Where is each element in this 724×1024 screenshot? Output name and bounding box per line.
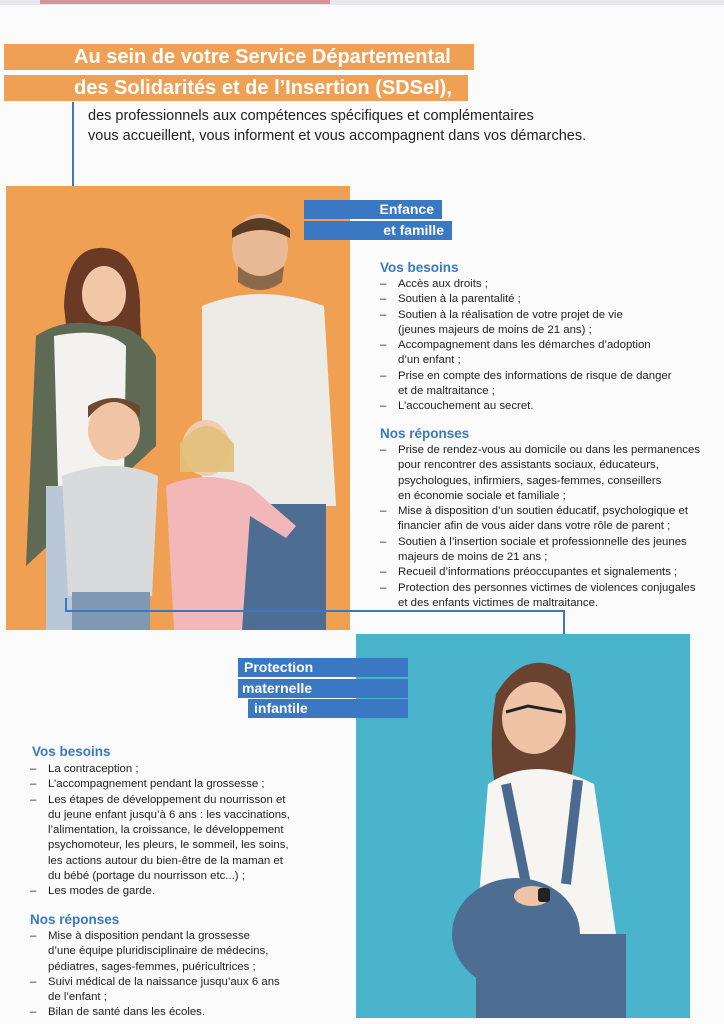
list-item-line: majeurs de moins de 21 ans ; — [398, 551, 548, 564]
list-item-line: – Soutien à la réalisation de votre projet de vie — [398, 308, 623, 321]
list-item-line: – Prise en compte des informations de risque de danger — [398, 369, 672, 382]
pmi-besoins-list — [28, 762, 328, 900]
list-item-line: psychomoteur, les pleurs, le sommeil, les soins, — [48, 839, 289, 852]
list-item-line: – La contraception ; — [48, 763, 139, 775]
list-item — [378, 443, 708, 504]
list-item-line: psychologues, infirmiers, sages-femmes, conseillers — [398, 474, 662, 487]
list-item-line: d’un enfant ; — [398, 354, 461, 367]
list-item-line: – L’accompagnement pendant la grossesse ; — [48, 778, 265, 791]
tag-et-famille: et famille — [304, 221, 452, 240]
tag-protection: Protection — [238, 658, 408, 677]
list-item-line: financier afin de vous aider dans votre rôle de parent ; — [398, 520, 671, 533]
list-item — [378, 565, 708, 580]
headline-line-2: des Solidarités et de l’Insertion (SDSeI), — [4, 75, 468, 101]
list-item-line: (jeunes majeurs de moins de 21 ans) ; — [398, 323, 592, 336]
intro-line-1: des professionnels aux compétences spécifiques et complémentaires — [88, 108, 534, 124]
list-item — [28, 793, 328, 885]
connector-line-top — [72, 102, 74, 198]
list-item — [28, 975, 328, 1006]
list-item-line: – Suivi médical de la naissance jusqu’aux 6 ans — [48, 975, 280, 988]
list-item-line: – Prise de rendez-vous au domicile ou dans les permanences — [398, 444, 701, 456]
list-item-line: du jeune enfant jusqu’à 6 ans : les vaccinations, — [48, 808, 290, 821]
list-item-line: – Soutien à la parentalité ; — [398, 293, 521, 306]
list-item — [28, 929, 328, 975]
family-photo — [6, 186, 350, 630]
list-item — [28, 1005, 328, 1020]
tag-infantile: infantile — [248, 699, 408, 718]
list-item-line: les actions autour du bien-être de la maman et — [48, 854, 283, 867]
list-item-line: – Soutien à l’insertion sociale et professionnelle des jeunes — [398, 535, 687, 548]
intro-line-2: vous accueillent, vous informent et vous accompagnent dans vos démarches. — [88, 128, 587, 144]
list-item-line: et des enfants victimes de maltraitance. — [398, 596, 599, 609]
intro-text — [88, 106, 688, 146]
list-item-line: pédiatres, sages-femmes, puéricultrices ; — [48, 960, 256, 973]
enfance-besoins-title: Vos besoins — [380, 260, 459, 275]
list-item-line: – Mise à disposition d’un soutien éducatif, psychologique et — [398, 505, 689, 518]
list-item-line: l’alimentation, la croissance, le développement — [48, 824, 284, 837]
list-item-line: – Bilan de santé dans les écoles. — [48, 1006, 206, 1019]
enfance-besoins-list — [378, 277, 698, 415]
list-item — [378, 399, 698, 414]
list-item-line: d’une équipe pluridisciplinaire de médecins, — [48, 945, 269, 958]
list-item-line: – L’accouchement au secret. — [398, 400, 534, 413]
list-item-line: – Les étapes de développement du nourrisson et — [48, 793, 286, 806]
top-rule — [0, 0, 724, 5]
list-item-line: et de maltraitance ; — [398, 385, 495, 398]
list-item — [378, 277, 698, 292]
connector-line-right — [563, 610, 565, 636]
list-item-line: – Accompagnement dans les démarches d’adoption — [398, 339, 651, 352]
pmi-reponses-list — [28, 929, 328, 1021]
list-item — [378, 535, 708, 566]
list-item-line: – Accès aux droits ; — [398, 278, 488, 290]
pmi-besoins-title: Vos besoins — [32, 744, 111, 759]
list-item-line: du bébé (portage du nourrisson etc...) ; — [48, 870, 245, 883]
list-item-line: de l’enfant ; — [48, 991, 107, 1004]
list-item — [28, 762, 328, 777]
list-item — [378, 308, 698, 339]
list-item — [378, 581, 708, 612]
list-item-line: – Les modes de garde. — [48, 885, 156, 898]
pmi-reponses-title: Nos réponses — [30, 912, 120, 927]
list-item — [378, 338, 698, 369]
list-item-line: – Recueil d’informations préoccupantes et signalements ; — [398, 566, 678, 579]
tag-enfance: Enfance — [304, 200, 442, 219]
list-item — [378, 504, 708, 535]
list-item — [28, 884, 328, 899]
list-item-line: en économie sociale et familiale ; — [398, 489, 566, 502]
enfance-reponses-list — [378, 443, 708, 611]
list-item — [378, 369, 698, 400]
list-item-line: – Protection des personnes victimes de violences conjugales — [398, 581, 696, 594]
tag-maternelle: maternelle — [238, 679, 408, 698]
family-illustration — [6, 186, 350, 630]
list-item — [378, 292, 698, 307]
list-item — [28, 777, 328, 792]
list-item-line: – Mise à disposition pendant la grossesse — [48, 930, 250, 942]
list-item-line: pour rencontrer des assistants sociaux, éducateurs, — [398, 459, 659, 472]
enfance-reponses-title: Nos réponses — [380, 426, 470, 441]
headline-line-1: Au sein de votre Service Départemental — [4, 44, 474, 70]
